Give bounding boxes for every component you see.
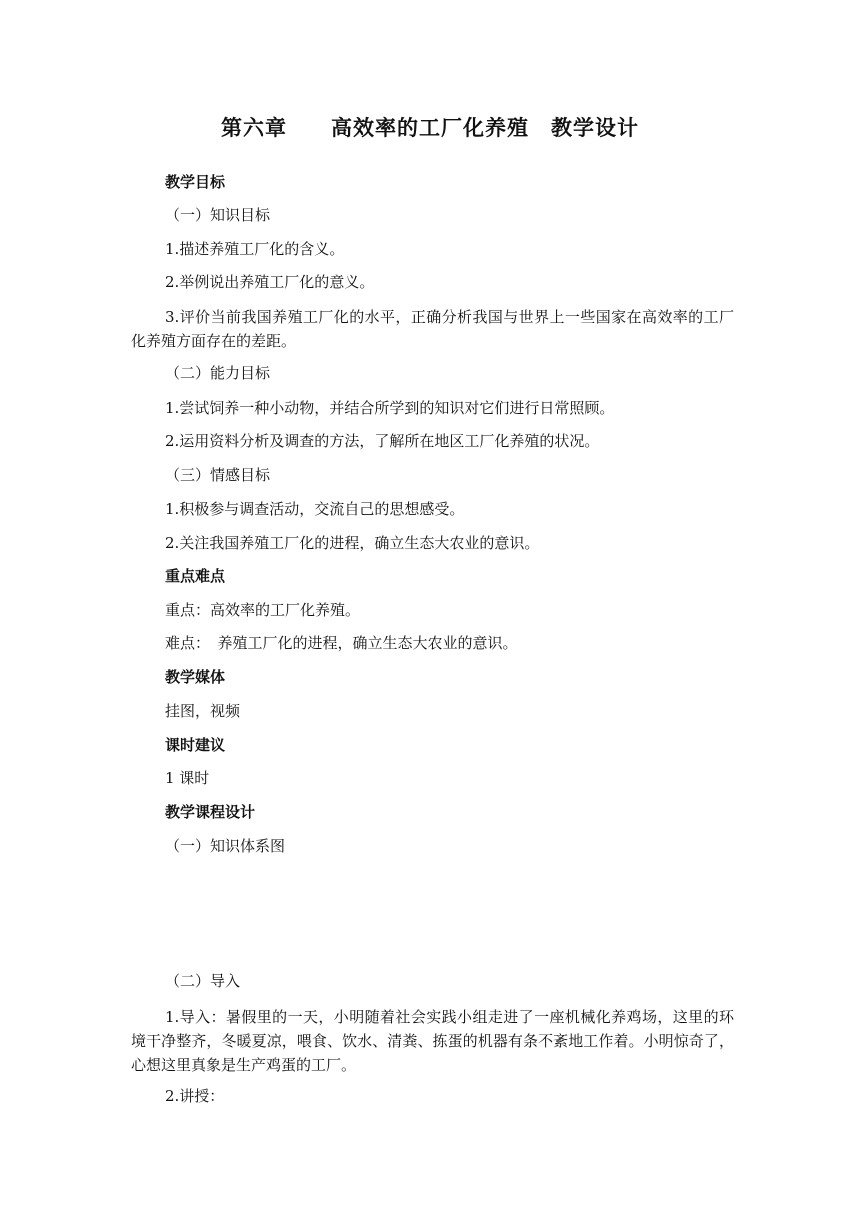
emotion-objective-1: 1.积极参与调查活动，交流自己的思想感受。 <box>165 500 465 518</box>
section-heading-key-points: 重点难点 <box>165 567 226 585</box>
knowledge-objective-1: 1.描述养殖工厂化的含义。 <box>165 240 345 258</box>
subheading-emotion-objectives: （三）情感目标 <box>165 466 271 484</box>
section-heading-objectives: 教学目标 <box>165 173 226 191</box>
section-heading-hours: 课时建议 <box>165 736 226 754</box>
difficult-point-text: 难点： 养殖工厂化的进程，确立生态大农业的意识。 <box>165 634 518 652</box>
knowledge-map-subheading: （一）知识体系图 <box>165 837 286 855</box>
ability-objective-1: 1.尝试饲养一种小动物，并结合所学到的知识对它们进行日常照顾。 <box>165 399 615 417</box>
media-text: 挂图，视频 <box>165 702 241 720</box>
intro-subheading: （二）导入 <box>165 972 241 990</box>
subheading-ability-objectives: （二）能力目标 <box>165 364 271 382</box>
section-heading-media: 教学媒体 <box>165 668 226 686</box>
section-heading-course-design: 教学课程设计 <box>165 803 256 821</box>
subheading-knowledge-objectives: （一）知识目标 <box>165 206 271 224</box>
knowledge-objective-2: 2.举例说出养殖工厂化的意义。 <box>165 273 375 291</box>
intro-paragraph: 1.导入：暑假里的一天，小明随着社会实践小组走进了一座机械化养鸡场，这里的环境干净整齐，冬暖夏凉，喂食、饮水、清粪、拣蛋的机器有条不紊地工作着。小明惊奇了，心想这里真象是生产鸡蛋的工厂。 <box>131 1008 734 1074</box>
emotion-objective-2: 2.关注我国养殖工厂化的进程，确立生态大农业的意识。 <box>165 534 540 552</box>
key-point-text: 重点：高效率的工厂化养殖。 <box>165 601 361 619</box>
hours-text: 1 课时 <box>165 769 210 787</box>
ability-objective-2: 2.运用资料分析及调查的方法，了解所在地区工厂化养殖的状况。 <box>165 432 600 450</box>
knowledge-objective-3: 3.评价当前我国养殖工厂化的水平，正确分析我国与世界上一些国家在高效率的工厂化养殖方面存在的差距。 <box>131 308 734 350</box>
lecture-text: 2.讲授： <box>165 1087 225 1105</box>
document-title: 第六章 高效率的工厂化养殖 教学设计 <box>221 116 639 140</box>
